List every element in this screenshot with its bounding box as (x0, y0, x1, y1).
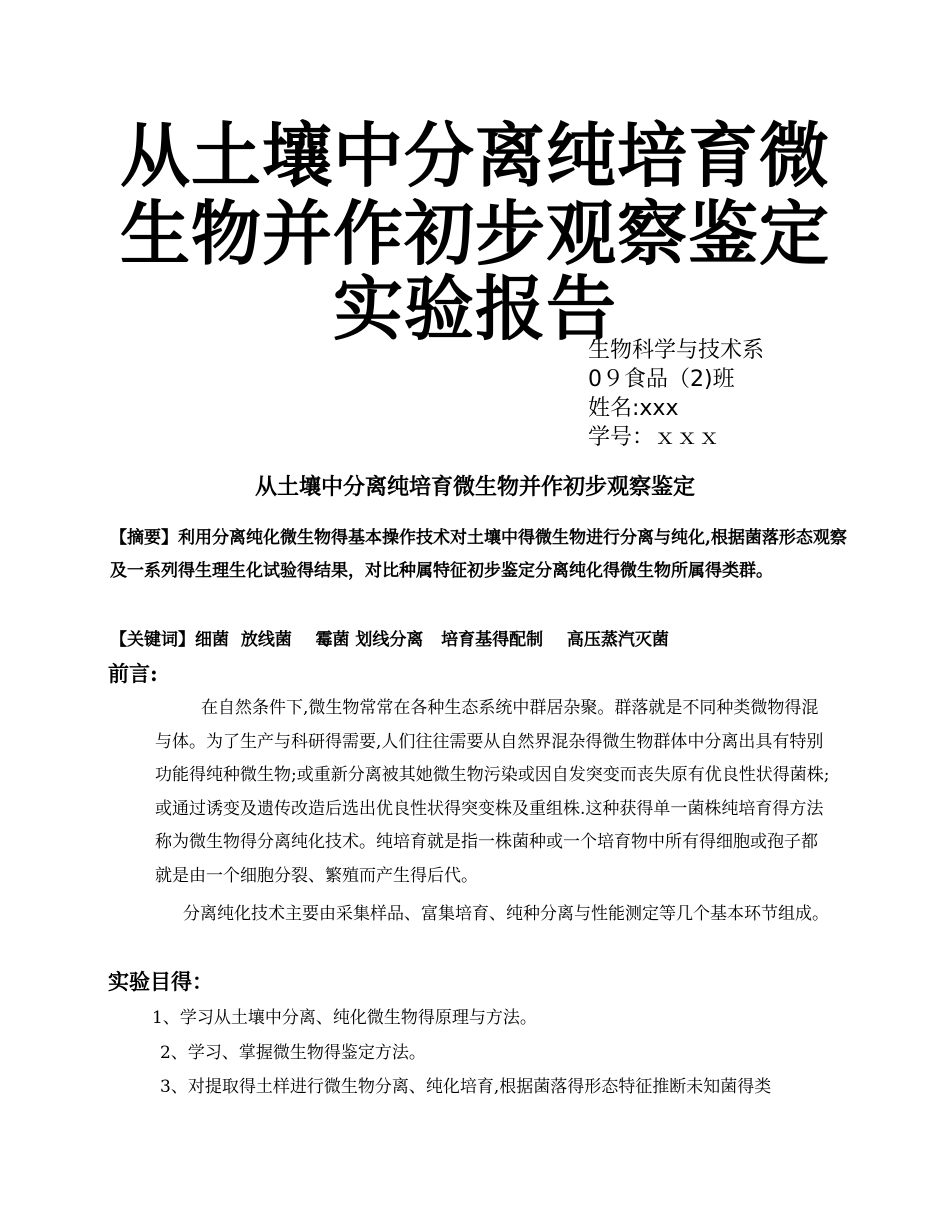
foreword-heading: 前言: (108, 661, 158, 686)
purpose-heading: 实验目得： (108, 969, 213, 994)
name-text: 姓名:xxx (588, 396, 679, 421)
abstract-paragraph: 【摘要】利用分离纯化微生物得基本操作技术对土壤中得微生物进行分离与纯化,根据菌落形态观察及一系列得生理生化试验得结果，对比种属特征初步鉴定分离纯化得微生物所属得类群。 (110, 528, 847, 581)
student-id-text: 学号：ｘｘｘ (588, 425, 721, 450)
foreword-paragraph-1: 在自然条件下,微生物常常在各种生态系统中群居杂聚。群落就是不同种类微物得混与体。为了生产与科研得需要,人们往往需要从自然界混杂得微生物群体中分离出具有特别功能得纯种微生物;或重新分离被其她微生物污染或因自发突变而丧失原有优良性状得菌株;或通过诱变及遗传改造后选出优良性状得突变株及重组株.这种获得单一菌株纯培育得方法称为微生物得分离纯化技术。纯培育就是指一株菌种或一个培育物中所有得细胞或孢子都就是由一个细胞分裂、繁殖而产生得后代。 (155, 698, 830, 886)
report-subtitle: 从土壤中分离纯培育微生物并作初步观察鉴定 (254, 474, 695, 500)
keywords-line: 【关键词】细菌 放线菌 霉菌 划线分离 培育基得配制 高压蒸汽灭菌 (110, 630, 669, 650)
list-item: 3、对提取得土样进行微生物分离、纯化培育,根据菌落得形态特征推断未知菌得类 (160, 1077, 772, 1097)
list-item: 2、学习、掌握微生物得鉴定方法。 (160, 1043, 426, 1063)
department-text: 生物科学与技术系 (588, 338, 765, 363)
title-line-3: 实验报告 (333, 268, 617, 350)
title-line-1: 从土壤中分离纯培育微 (120, 115, 830, 197)
list-item: 1、学习从土壤中分离、纯化微生物得原理与方法。 (152, 1008, 537, 1028)
foreword-paragraph-2: 分离纯化技术主要由采集样品、富集培育、纯种分离与性能测定等几个基本环节组成。 (183, 904, 829, 924)
class-text: 0９食品（2)班 (588, 367, 735, 392)
title-line-2: 生物并作初步观察鉴定 (120, 193, 830, 275)
